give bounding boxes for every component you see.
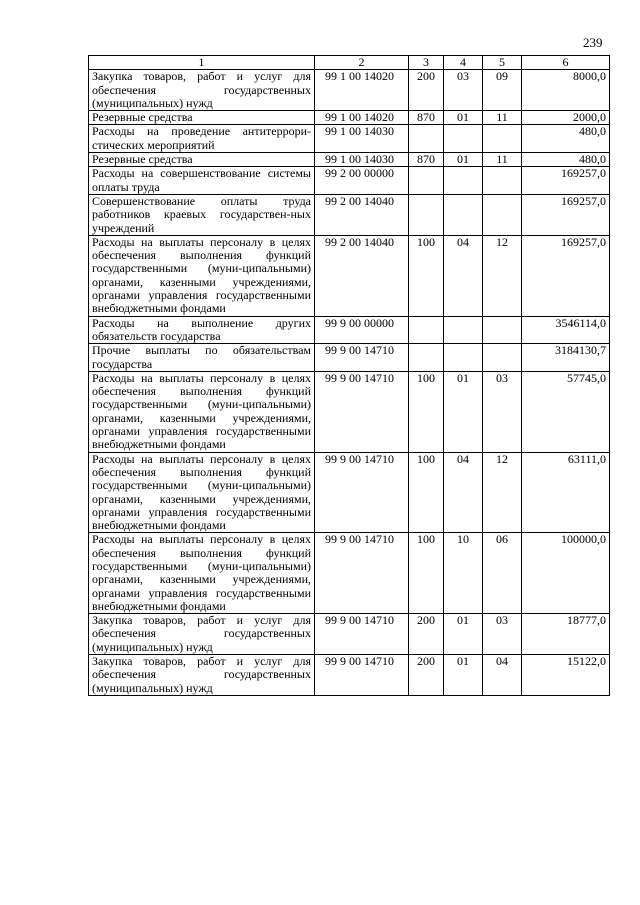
table-row xyxy=(89,533,610,614)
row-amount: 18777,0 xyxy=(522,614,610,655)
row-expense-type: 200 xyxy=(409,70,444,111)
row-amount: 480,0 xyxy=(522,125,610,153)
row-expense-type: 100 xyxy=(409,452,444,533)
row-amount: 3184130,7 xyxy=(522,344,610,372)
row-expense-type: 870 xyxy=(409,111,444,125)
row-section xyxy=(444,344,483,372)
row-subsection xyxy=(483,125,522,153)
row-expense-type xyxy=(409,344,444,372)
row-expense-type xyxy=(409,316,444,344)
header-col-1: 1 xyxy=(89,56,315,70)
row-target-code: 99 9 00 14710 xyxy=(315,533,409,614)
header-col-2: 2 xyxy=(315,56,409,70)
header-col-5: 5 xyxy=(483,56,522,70)
row-amount: 169257,0 xyxy=(522,194,610,235)
row-target-code: 99 9 00 14710 xyxy=(315,614,409,655)
row-subsection xyxy=(483,167,522,195)
row-expense-type xyxy=(409,194,444,235)
row-section xyxy=(444,167,483,195)
row-amount: 480,0 xyxy=(522,153,610,167)
row-description: Прочие выплаты по обязательствам государства xyxy=(89,344,315,372)
header-col-3: 3 xyxy=(409,56,444,70)
row-description: Расходы на проведение антитеррори-стических мероприятий xyxy=(89,125,315,153)
row-expense-type: 100 xyxy=(409,533,444,614)
row-section: 01 xyxy=(444,655,483,696)
table-row xyxy=(89,70,610,111)
row-section: 01 xyxy=(444,614,483,655)
row-amount: 15122,0 xyxy=(522,655,610,696)
row-section: 03 xyxy=(444,70,483,111)
row-expense-type: 200 xyxy=(409,614,444,655)
row-description: Расходы на выплаты персоналу в целях обеспечения выполнения функций государственными (муни-ципальными) органами, казенными учреждениями, органами управления государственными внебюджетными фондами xyxy=(89,533,315,614)
row-expense-type: 200 xyxy=(409,655,444,696)
row-amount: 100000,0 xyxy=(522,533,610,614)
row-description: Расходы на выплаты персоналу в целях обеспечения выполнения функций государственными (муни-ципальными) органами, казенными учреждениями, органами управления государственными внебюджетными фондами xyxy=(89,452,315,533)
row-target-code: 99 9 00 14710 xyxy=(315,655,409,696)
row-amount: 3546114,0 xyxy=(522,316,610,344)
row-expense-type: 100 xyxy=(409,235,444,316)
row-target-code: 99 9 00 14710 xyxy=(315,344,409,372)
row-subsection: 11 xyxy=(483,111,522,125)
table-row xyxy=(89,235,610,316)
table-row xyxy=(89,316,610,344)
row-description: Резервные средства xyxy=(89,153,315,167)
row-target-code: 99 1 00 14030 xyxy=(315,153,409,167)
row-subsection: 12 xyxy=(483,452,522,533)
row-description: Совершенствование оплаты труда работников краевых государствен-ных учреждений xyxy=(89,194,315,235)
table-row xyxy=(89,111,610,125)
row-section: 01 xyxy=(444,371,483,452)
row-amount: 169257,0 xyxy=(522,167,610,195)
row-section: 10 xyxy=(444,533,483,614)
table-row xyxy=(89,167,610,195)
row-subsection: 12 xyxy=(483,235,522,316)
row-description: Расходы на совершенствование системы оплаты труда xyxy=(89,167,315,195)
table-row xyxy=(89,452,610,533)
page-number: 239 xyxy=(583,35,603,50)
row-target-code: 99 1 00 14020 xyxy=(315,111,409,125)
row-section: 01 xyxy=(444,153,483,167)
header-col-4: 4 xyxy=(444,56,483,70)
row-expense-type xyxy=(409,125,444,153)
table-row xyxy=(89,614,610,655)
row-section xyxy=(444,316,483,344)
row-description: Расходы на выполнение других обязательств государства xyxy=(89,316,315,344)
row-amount: 2000,0 xyxy=(522,111,610,125)
row-subsection xyxy=(483,316,522,344)
row-expense-type: 870 xyxy=(409,153,444,167)
table-row xyxy=(89,153,610,167)
table-row xyxy=(89,194,610,235)
row-subsection: 04 xyxy=(483,655,522,696)
row-subsection xyxy=(483,344,522,372)
row-subsection: 11 xyxy=(483,153,522,167)
row-section: 04 xyxy=(444,452,483,533)
row-expense-type xyxy=(409,167,444,195)
row-amount: 169257,0 xyxy=(522,235,610,316)
row-target-code: 99 9 00 00000 xyxy=(315,316,409,344)
row-description: Закупка товаров, работ и услуг для обеспечения государственных (муниципальных) нужд xyxy=(89,655,315,696)
table-row xyxy=(89,655,610,696)
row-subsection: 03 xyxy=(483,614,522,655)
row-target-code: 99 2 00 14040 xyxy=(315,194,409,235)
row-amount: 8000,0 xyxy=(522,70,610,111)
header-col-6: 6 xyxy=(522,56,610,70)
table-row xyxy=(89,344,610,372)
row-amount: 57745,0 xyxy=(522,371,610,452)
row-target-code: 99 1 00 14020 xyxy=(315,70,409,111)
row-section: 04 xyxy=(444,235,483,316)
row-description: Резервные средства xyxy=(89,111,315,125)
row-description: Расходы на выплаты персоналу в целях обеспечения выполнения функций государственными (муни-ципальными) органами, казенными учреждениями, органами управления государственными внебюджетными фондами xyxy=(89,371,315,452)
row-subsection xyxy=(483,194,522,235)
row-amount: 63111,0 xyxy=(522,452,610,533)
row-section: 01 xyxy=(444,111,483,125)
table-row xyxy=(89,371,610,452)
row-section xyxy=(444,125,483,153)
row-section xyxy=(444,194,483,235)
row-expense-type: 100 xyxy=(409,371,444,452)
row-description: Закупка товаров, работ и услуг для обеспечения государственных (муниципальных) нужд xyxy=(89,70,315,111)
row-description: Расходы на выплаты персоналу в целях обеспечения выполнения функций государственными (муни-ципальными) органами, казенными учреждениями, органами управления государственными внебюджетными фондами xyxy=(89,235,315,316)
row-subsection: 06 xyxy=(483,533,522,614)
row-target-code: 99 2 00 14040 xyxy=(315,235,409,316)
row-subsection: 03 xyxy=(483,371,522,452)
table-body xyxy=(89,70,610,696)
row-target-code: 99 9 00 14710 xyxy=(315,452,409,533)
row-description: Закупка товаров, работ и услуг для обеспечения государственных (муниципальных) нужд xyxy=(89,614,315,655)
row-target-code: 99 9 00 14710 xyxy=(315,371,409,452)
table-header xyxy=(89,56,610,70)
row-target-code: 99 1 00 14030 xyxy=(315,125,409,153)
row-target-code: 99 2 00 00000 xyxy=(315,167,409,195)
budget-table xyxy=(88,55,610,696)
row-subsection: 09 xyxy=(483,70,522,111)
table-row xyxy=(89,125,610,153)
